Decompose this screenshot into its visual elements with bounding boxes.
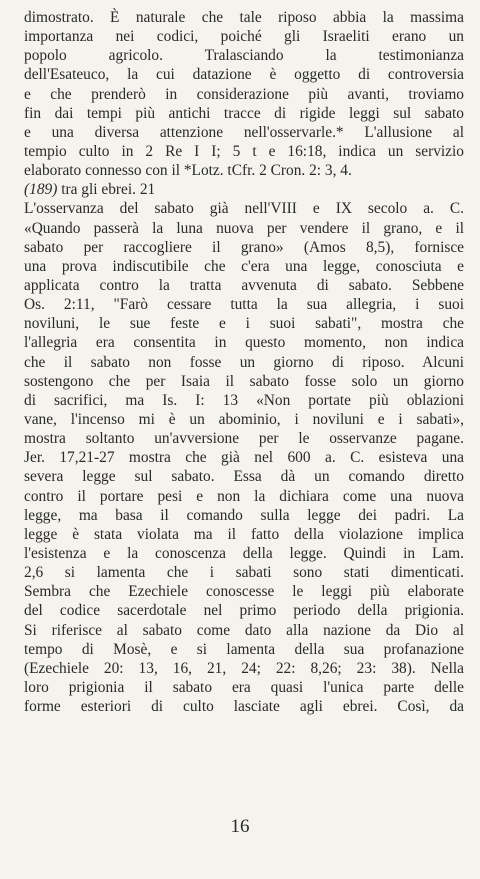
text-line: (189) tra gli ebrei. 21 bbox=[24, 181, 156, 199]
text-line: contro il portare pesi e non la dichiara come una nuova bbox=[24, 487, 464, 505]
text-line: severa legge sul sabato. Essa dà un comando diretto bbox=[24, 468, 464, 486]
text-line: Os. 2:11, "Farò cessare tutta la sua allegria, i suoi bbox=[24, 296, 464, 314]
text-line: l'allegria era consentita in questo momento, non indica bbox=[24, 334, 464, 352]
text-line: e che prenderò in considerazione più avanti, troviamo bbox=[24, 85, 464, 103]
text-line: fin dai tempi più antichi tracce di rigide leggi sul sabato bbox=[24, 104, 464, 122]
text-line: l'esistenza e la conoscenza della legge. Quindi in Lam. bbox=[24, 544, 464, 562]
text-line: loro prigionia il sabato era quasi l'unica parte delle bbox=[24, 678, 464, 696]
text-line: di sacrifici, ma Is. I: 13 «Non portate più oblazioni bbox=[24, 391, 464, 409]
text-line: noviluni, le sue feste e i suoi sabati", mostra che bbox=[24, 315, 464, 333]
text-line: vane, l'incenso mi è un abominio, i noviluni e i sabati», bbox=[24, 410, 464, 428]
text-line: legge è stata violata ma il fatto della violazione implica bbox=[24, 525, 464, 543]
text-line: del codice sacerdotale nel primo periodo della prigionia. bbox=[24, 602, 464, 620]
text-line: sostengono che per Isaia il sabato fosse solo un giorno bbox=[24, 372, 464, 390]
page-number: 16 bbox=[230, 816, 250, 837]
text-line: L'osservanza del sabato già nell'VIII e IX secolo a. C. bbox=[24, 200, 464, 218]
text-line: (Ezechiele 20: 13, 16, 21, 24; 22: 8,26; 23: 38). Nella bbox=[24, 659, 464, 677]
text-line: dell'Esateuco, la cui datazione è oggetto di controversia bbox=[24, 66, 464, 84]
text-line: «Quando passerà la luna nuova per vendere il grano, e il bbox=[24, 219, 464, 237]
text-line: Si riferisce al sabato come dato alla nazione da Dio al bbox=[24, 621, 464, 639]
text-line: elaborato connesso con il *Lotz. tCfr. 2 Cron. 2: 3, 4. bbox=[24, 162, 352, 180]
text-line: tempo di Mosè, e si lamenta della sua profanazione bbox=[24, 640, 464, 658]
text-line: che il sabato non fosse un giorno di riposo. Alcuni bbox=[24, 353, 464, 371]
italic-reference: (189) bbox=[24, 181, 58, 199]
text-line: sabato per raccogliere il grano» (Amos 8,5), fornisce bbox=[24, 238, 464, 256]
text-line: tempio culto in 2 Re I I; 5 t e 16:18, indica un servizio bbox=[24, 142, 464, 160]
text-line: 2,6 si lamenta che i sabati sono stati dimenticati. bbox=[24, 564, 464, 582]
text-line: Jer. 17,21-27 mostra che già nel 600 a. C. esisteva una bbox=[24, 449, 464, 467]
text-line: legge, ma basa il comando sulla legge dei padri. La bbox=[24, 506, 464, 524]
text-line: popolo agricolo. Tralasciando la testimonianza bbox=[24, 47, 464, 65]
text-line: Sembra che Ezechiele conoscesse le leggi più elaborate bbox=[24, 583, 464, 601]
text-line: applicata contro la tratta avvenuta di sabato. Sebbene bbox=[24, 276, 464, 294]
text-line: dimostrato. È naturale che tale riposo abbia la massima bbox=[24, 9, 464, 26]
text-line: mostra soltanto un'avversione per le osservanze pagane. bbox=[24, 430, 464, 448]
text-line: una prova indiscutibile che c'era una legge, conosciuta e bbox=[24, 257, 464, 275]
text-line: importanza nei codici, poiché gli Israeliti erano un bbox=[24, 28, 464, 46]
body-text bbox=[24, 8, 464, 716]
text-line: e una diversa attenzione nell'osservarle.* L'allusione al bbox=[24, 123, 464, 141]
text-line: forme esteriori di culto lasciate agli ebrei. Così, da bbox=[24, 698, 464, 716]
